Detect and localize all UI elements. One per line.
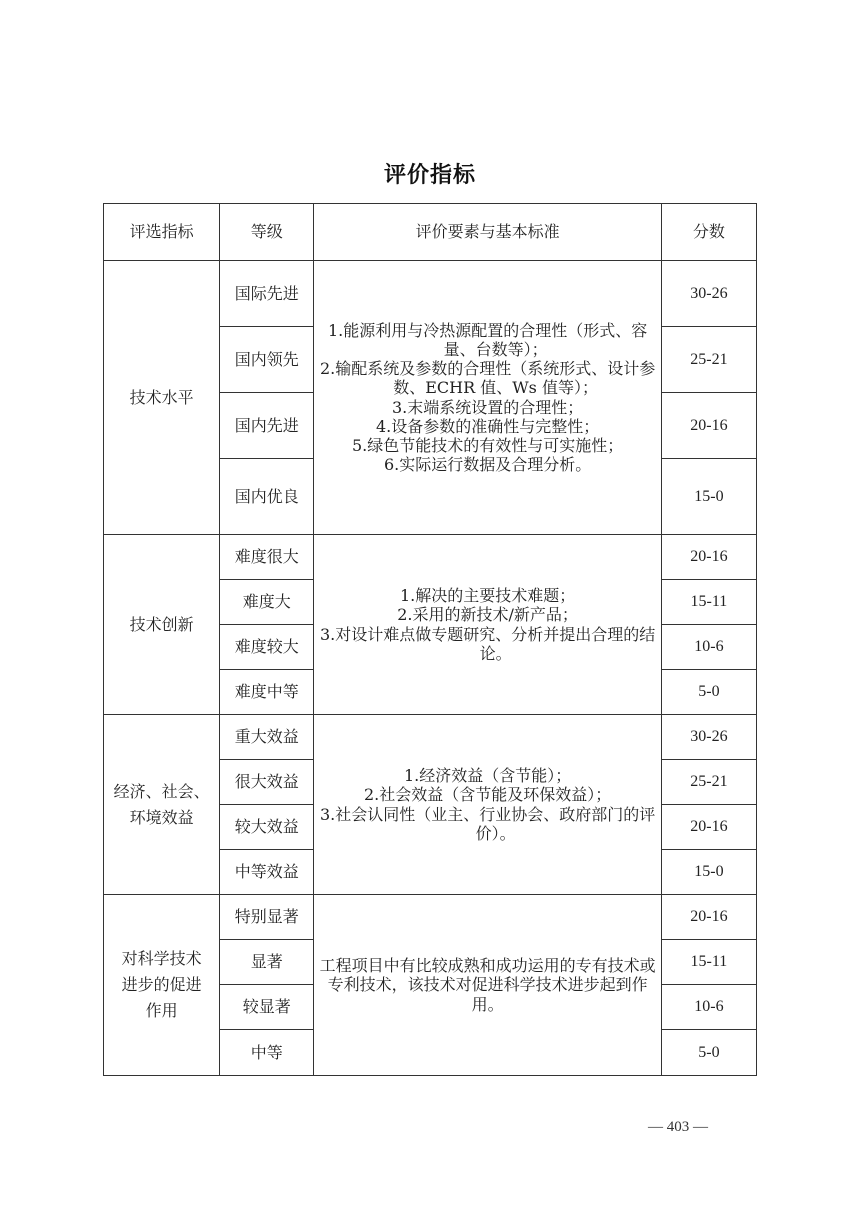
table-row — [104, 261, 757, 327]
criteria-sci-tech-progress: 工程项目中有比较成熟和成功运用的专有技术或专利技术，该技术对促进科学技术进步起到作用。 — [314, 895, 662, 1076]
criteria-item: 1.经济效益（含节能）； — [403, 766, 572, 786]
criteria-item: 1.能源利用与冷热源配置的合理性（形式、容量、台数等）； — [327, 320, 648, 359]
indicator-benefits — [104, 715, 220, 895]
indicator-label: 对科学技术进步的促进作用 — [121, 949, 202, 1020]
criteria-item: 2.采用的新技术/新产品； — [397, 605, 578, 625]
criteria-benefits — [314, 715, 662, 895]
grade-cell: 国内领先 — [220, 327, 314, 393]
score-cell: 15-11 — [661, 940, 756, 985]
criteria-tech-level — [314, 261, 662, 535]
page-number: — 403 — — [648, 1119, 708, 1135]
criteria-item: 4.设备参数的准确性与完整性； — [375, 416, 600, 436]
table-row — [104, 895, 757, 940]
score-cell: 30-26 — [661, 261, 756, 327]
grade-cell: 中等效益 — [220, 850, 314, 895]
header-grade: 等级 — [220, 204, 314, 261]
indicator-tech-innovation: 技术创新 — [104, 535, 220, 715]
grade-cell: 国内先进 — [220, 393, 314, 459]
score-cell: 20-16 — [661, 535, 756, 580]
score-cell: 25-21 — [661, 760, 756, 805]
table-row — [104, 535, 757, 580]
grade-cell: 较显著 — [220, 985, 314, 1030]
grade-cell: 重大效益 — [220, 715, 314, 760]
score-cell: 15-11 — [661, 580, 756, 625]
score-cell: 25-21 — [661, 327, 756, 393]
score-cell: 10-6 — [661, 985, 756, 1030]
table-header-row — [104, 204, 757, 261]
criteria-item: 2.社会效益（含节能及环保效益）； — [363, 785, 612, 805]
score-cell: 5-0 — [661, 670, 756, 715]
header-criteria: 评价要素与基本标准 — [314, 204, 662, 261]
evaluation-table — [103, 203, 757, 1076]
grade-cell: 较大效益 — [220, 805, 314, 850]
score-cell: 20-16 — [661, 393, 756, 459]
grade-cell: 难度中等 — [220, 670, 314, 715]
grade-cell: 难度大 — [220, 580, 314, 625]
indicator-sci-tech-progress — [104, 895, 220, 1076]
grade-cell: 很大效益 — [220, 760, 314, 805]
grade-cell: 国际先进 — [220, 261, 314, 327]
criteria-item: 6.实际运行数据及合理分析。 — [383, 455, 592, 475]
grade-cell: 显著 — [220, 940, 314, 985]
header-score: 分数 — [661, 204, 756, 261]
criteria-tech-innovation — [314, 535, 662, 715]
grade-cell: 国内优良 — [220, 459, 314, 535]
page-title: 评价指标 — [383, 163, 476, 188]
score-cell: 20-16 — [661, 895, 756, 940]
criteria-item: 3.对设计难点做专题研究、分析并提出合理的结论。 — [319, 624, 656, 663]
table-row — [104, 715, 757, 760]
criteria-item: 2.输配系统及参数的合理性（系统形式、设计参数、ECHR 值、Ws 值等）； — [319, 359, 656, 398]
indicator-label: 经济、社会、环境效益 — [113, 781, 210, 827]
score-cell: 15-0 — [661, 850, 756, 895]
indicator-tech-level: 技术水平 — [104, 261, 220, 535]
criteria-item: 3.社会认同性（业主、行业协会、政府部门的评价）。 — [319, 804, 656, 843]
score-cell: 10-6 — [661, 625, 756, 670]
score-cell: 15-0 — [661, 459, 756, 535]
grade-cell: 难度很大 — [220, 535, 314, 580]
score-cell: 30-26 — [661, 715, 756, 760]
criteria-item: 3.末端系统设置的合理性； — [391, 397, 584, 417]
grade-cell: 中等 — [220, 1030, 314, 1076]
grade-cell: 难度较大 — [220, 625, 314, 670]
criteria-item: 1.解决的主要技术难题； — [399, 586, 576, 606]
score-cell: 20-16 — [661, 805, 756, 850]
criteria-item: 5.绿色节能技术的有效性与可实施性； — [351, 435, 624, 455]
score-cell: 5-0 — [661, 1030, 756, 1076]
grade-cell: 特别显著 — [220, 895, 314, 940]
header-indicator: 评选指标 — [104, 204, 220, 261]
